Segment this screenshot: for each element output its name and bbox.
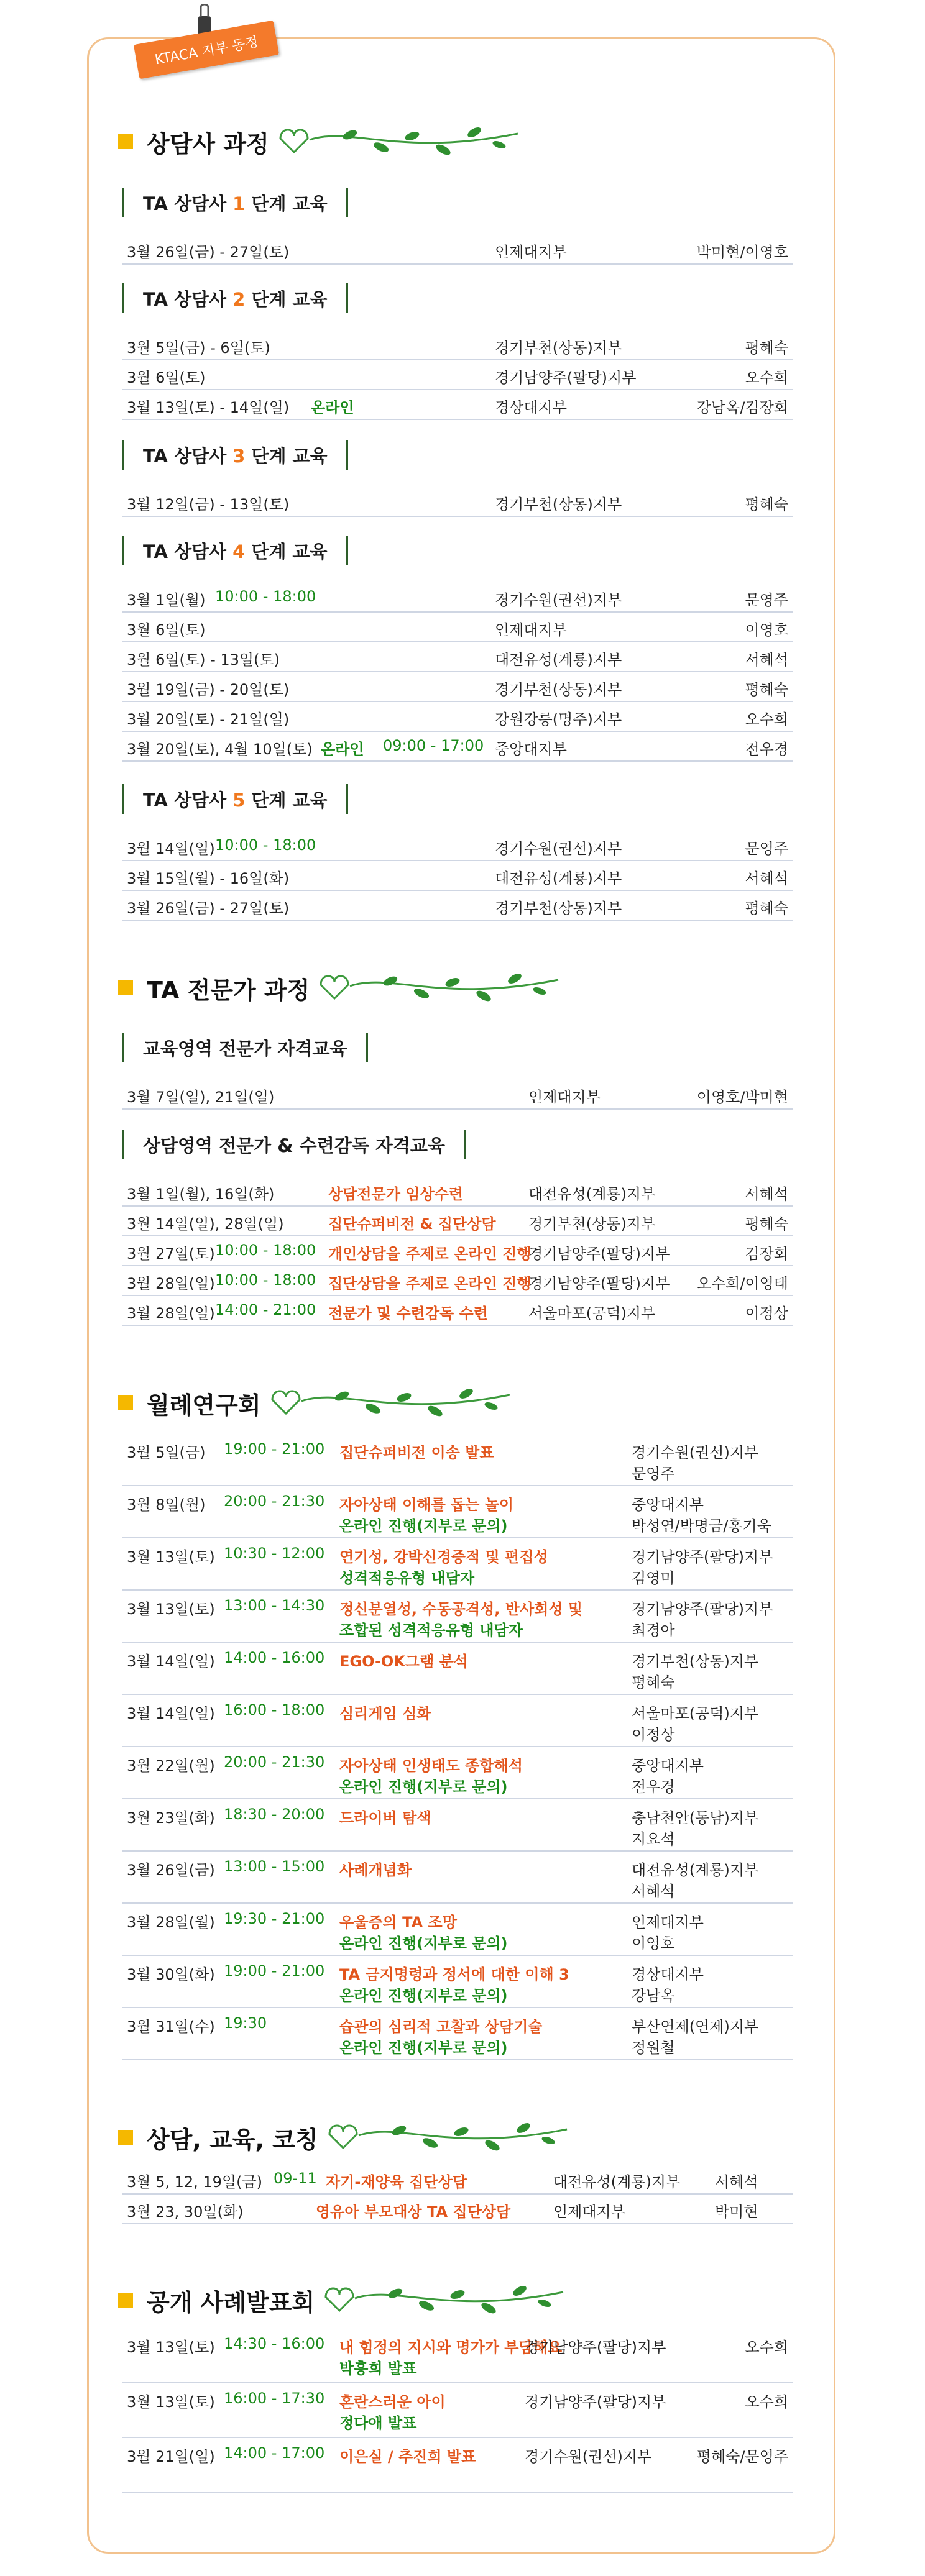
instructor-text: 문영주 [745,840,788,857]
topic-text: 개인상담을 주제로 온라인 진행 [328,1245,532,1263]
time-text: 14:00 - 21:00 [215,1301,316,1318]
branch-text: 대전유성(계룡)지부 [632,1861,759,1879]
branch-text: 중앙대지부 [495,741,567,758]
branch-text: 경기남양주(팔당)지부 [525,2393,666,2411]
time-text: 19:30 [224,2014,267,2032]
date-text: 3월 5일(금) [127,1444,206,1461]
instructor-text: 평혜숙 [745,900,788,917]
time-text: 10:00 - 18:00 [215,1271,316,1289]
instructor-text: 최경아 [632,1622,675,1639]
instructor-text: 평혜숙 [745,496,788,513]
branch-text: 경기부천(상동)지부 [495,900,622,917]
topic-subtext: 박흥희 발표 [339,2360,417,2377]
section-title: 상담, 교육, 코칭 [147,2126,318,2154]
instructor-text: 평혜숙/문영주 [696,2448,788,2465]
level-number: 3 [232,445,246,467]
instructor-text: 평혜숙 [745,1215,788,1233]
date-text: 3월 20일(토), 4월 10일(토) [127,741,313,758]
branch-text: 경기부천(상동)지부 [495,339,622,357]
date-text: 3월 6일(토) [127,369,206,386]
date-text: 3월 13일(토) [127,1548,215,1566]
branch-text: 경기남양주(팔당)지부 [528,1275,670,1292]
subheading-suffix: 단계 교육 [251,288,328,310]
time-text: 14:00 - 16:00 [224,1649,325,1666]
schedule-row [122,2007,793,2060]
schedule-row [122,2437,793,2493]
instructor-text: 서혜석 [715,2173,758,2191]
topic-text: 자아상태 인생태도 종합해석 [339,1757,523,1774]
date-text: 3월 14일(일) [127,1653,215,1670]
topic-text: 이은실 / 추진희 발표 [339,2448,476,2465]
schedule-row [122,1295,793,1326]
schedule-row [122,1485,793,1538]
section-heading-case [118,2281,569,2319]
instructor-text: 평혜숙 [745,681,788,698]
instructor-text: 오수희 [745,711,788,728]
section-heading-counselor [118,123,524,160]
subheading-education-expert [122,1033,368,1062]
instructor-text: 강남옥 [632,1987,675,2004]
branch-text: 경상대지부 [495,399,567,416]
schedule-row [122,582,793,613]
instructor-text: 오수희 [745,2393,788,2411]
subheading-end-bar [346,536,348,565]
instructor-text: 문영주 [632,1465,675,1482]
topic-subtext: 온라인 진행(지부로 문의) [339,1935,508,1952]
branch-text: 경기남양주(팔당)지부 [525,2339,666,2356]
section-title: 공개 사례발표회 [147,2288,315,2316]
topic-text: 정신분열성, 수동공격성, 반사회성 및 [339,1601,583,1618]
section-tag [132,4,281,78]
instructor-text: 서혜석 [745,651,788,669]
date-text: 3월 26일(금) [127,1861,215,1879]
time-text: 16:00 - 18:00 [224,1701,325,1719]
time-text: 13:00 - 15:00 [224,1858,325,1875]
schedule-row [122,1079,793,1110]
schedule-row [122,2193,793,2224]
topic-text: 사례개념화 [339,1861,412,1879]
topic-subtext: 온라인 진행(지부로 문의) [339,1987,508,2004]
branch-text: 경기수원(권선)지부 [495,840,622,857]
section-title: TA 전문가 과정 [147,976,310,1004]
vine-ornament-icon [324,2116,573,2159]
subheading-end-bar [366,1033,368,1062]
date-text: 3월 23일(화) [127,1809,215,1827]
branch-text: 경기남양주(팔당)지부 [632,1548,773,1566]
subheading-text [143,442,327,468]
schedule-row [122,1746,793,1799]
date-text: 3월 12일(금) - 13일(토) [127,496,290,513]
date-text: 3월 19일(금) - 20일(토) [127,681,290,698]
date-text: 3월 28일(일) [127,1275,215,1292]
date-text: 3월 6일(토) - 13일(토) [127,651,280,669]
schedule-row [122,486,793,517]
instructor-text: 지요석 [632,1830,675,1848]
subheading-level-2 [122,283,348,313]
instructor-text: 이영호 [632,1935,675,1952]
topic-text: 자아상태 이해를 돕는 놀이 [339,1496,514,1514]
instructor-text: 김영미 [632,1569,675,1587]
schedule-row [122,731,793,762]
instructor-text: 이영호/박미현 [696,1089,788,1106]
time-text: 20:00 - 21:30 [224,1492,325,1510]
vine-ornament-icon [275,120,524,163]
time-text: 10:30 - 12:00 [224,1545,325,1562]
topic-text: 상담전문가 임상수련 [328,1185,464,1203]
schedule-row [122,701,793,732]
branch-text: 인제대지부 [528,1089,601,1106]
subheading-end-bar [346,440,348,470]
schedule-row [122,1850,793,1904]
branch-text: 경기수원(권선)지부 [632,1444,759,1461]
date-text: 3월 20일(토) - 21일(일) [127,711,290,728]
branch-text: 서울마포(공덕)지부 [632,1705,759,1722]
date-text: 3월 5일(금) - 6일(토) [127,339,270,357]
section-title: 월례연구회 [147,1391,261,1419]
schedule-row [122,1176,793,1207]
schedule-row [122,830,793,861]
instructor-text: 문영주 [745,591,788,609]
date-text: 3월 30일(화) [127,1966,215,1983]
schedule-row [122,359,793,390]
date-text: 3월 7일(일), 21일(일) [127,1089,275,1106]
topic-text: EGO-OK그램 분석 [339,1653,468,1670]
subheading-suffix: 단계 교육 [251,193,328,214]
instructor-text: 전우경 [745,741,788,758]
vine-ornament-icon [316,966,564,1010]
branch-text: 인제대지부 [632,1914,704,1931]
branch-text: 경상대지부 [632,1966,704,1983]
schedule-row [122,671,793,702]
schedule-row [122,1798,793,1852]
schedule-row [122,860,793,891]
instructor-text: 오수희/이영태 [696,1275,788,1292]
branch-text: 경기남양주(팔당)지부 [495,369,637,386]
schedule-row [122,1537,793,1591]
schedule-row [122,1235,793,1266]
schedule-row [122,1433,793,1486]
time-text: 20:00 - 21:30 [224,1753,325,1771]
subheading-text [143,286,327,311]
section-title: 상담사 과정 [147,130,269,158]
schedule-row [122,1589,793,1643]
schedule-row [122,1902,793,1956]
topic-subtext: 성격적응유형 내담자 [339,1569,475,1587]
schedule-row [122,2327,793,2383]
branch-text: 경기부천(상동)지부 [495,496,622,513]
bullet-square-icon [118,980,133,995]
instructor-text: 서혜석 [745,870,788,887]
date-text: 3월 14일(일) [127,1705,215,1722]
tag-label: KTACA 지부 동정 [134,21,279,80]
instructor-text: 서혜석 [632,1883,675,1900]
instructor-text: 이영호 [745,621,788,639]
instructor-text: 박미현 [715,2203,758,2221]
schedule-row [122,234,793,265]
instructor-text: 오수희 [745,2339,788,2356]
topic-text: 습관의 심리적 고찰과 상담기술 [339,2018,543,2035]
date-text: 3월 28일(월) [127,1914,215,1931]
date-text: 3월 14일(일), 28일(일) [127,1215,284,1233]
topic-text: 집단슈퍼비전 & 집단상담 [328,1215,496,1233]
instructor-text: 이정상 [745,1305,788,1322]
date-text: 3월 14일(일) [127,840,215,857]
schedule-row [122,2382,793,2438]
date-text: 3월 6일(토) [127,621,206,639]
date-text: 3월 1일(월), 16일(화) [127,1185,275,1203]
date-text: 3월 13일(토) [127,2339,215,2356]
subheading-end-bar [346,188,348,217]
time-text: 18:30 - 20:00 [224,1806,325,1823]
time-text: 19:30 - 21:00 [224,1910,325,1927]
subheading-prefix: TA 상담사 [143,789,227,811]
time-text: 13:00 - 14:30 [224,1597,325,1614]
subheading-end-bar [464,1130,466,1159]
topic-text: TA 금지명령과 정서에 대한 이해 3 [339,1966,569,1983]
bullet-square-icon [118,2130,133,2145]
instructor-text: 강남옥/김장회 [696,399,788,416]
date-text: 3월 28일(일) [127,1305,215,1322]
topic-text: 집단상담을 주제로 온라인 진행 [328,1275,532,1292]
date-text: 3월 8일(월) [127,1496,206,1514]
branch-text: 경기수원(권선)지부 [525,2448,652,2465]
schedule-row [122,1955,793,2008]
branch-text: 인제대지부 [495,244,567,261]
schedule-row [122,389,793,420]
time-text: 14:30 - 16:00 [224,2335,325,2352]
schedule-row [122,1205,793,1236]
topic-subtext: 정다애 발표 [339,2414,417,2432]
bullet-square-icon [118,1395,133,1410]
level-number: 5 [232,789,246,811]
topic-subtext: 온라인 진행(지부로 문의) [339,1778,508,1796]
date-text: 3월 31일(수) [127,2018,215,2035]
time-text: 19:00 - 21:00 [224,1440,325,1458]
time-text: 14:00 - 17:00 [224,2444,325,2462]
online-badge: 온라인 [311,399,354,416]
level-number: 2 [232,288,246,310]
branch-text: 경기부천(상동)지부 [632,1653,759,1670]
date-text: 3월 15일(월) - 16일(화) [127,870,290,887]
branch-text: 인제대지부 [495,621,567,639]
branch-text: 대전유성(계룡)지부 [495,651,622,669]
instructor-text: 정원철 [632,2039,675,2057]
branch-text: 대전유성(계룡)지부 [495,870,622,887]
instructor-text: 전우경 [632,1778,675,1796]
subheading-end-bar [346,283,348,313]
time-text: 10:00 - 18:00 [215,836,316,854]
time-text: 16:00 - 17:30 [224,2390,325,2407]
branch-text: 경기남양주(팔당)지부 [528,1245,670,1263]
branch-text: 대전유성(계룡)지부 [553,2173,681,2191]
instructor-text: 이정상 [632,1726,675,1743]
subheading-suffix: 단계 교육 [251,789,328,811]
vine-ornament-icon [267,1381,516,1425]
instructor-text: 박미현/이영호 [696,244,788,261]
date-text: 3월 21일(일) [127,2448,215,2465]
instructor-text: 김장회 [745,1245,788,1263]
branch-text: 충남천안(동남)지부 [632,1809,759,1827]
topic-text: 자기-재양육 집단상담 [326,2173,467,2191]
instructor-text: 서혜석 [745,1185,788,1203]
subheading-suffix: 단계 교육 [251,541,328,562]
subheading-text [143,190,327,216]
topic-subtext: 온라인 진행(지부로 문의) [339,1517,508,1535]
level-number: 1 [232,193,246,214]
schedule-row [122,1642,793,1695]
schedule-row [122,1694,793,1747]
subheading-text [143,538,327,564]
topic-text: 드라이버 탐색 [339,1809,431,1827]
topic-subtext: 조합된 성격적응유형 내담자 [339,1622,523,1639]
time-text: 09:00 - 17:00 [383,737,484,754]
subheading-text: 교육영역 전문가 자격교육 [143,1038,347,1059]
section-heading-expert [118,969,564,1007]
subheading-prefix: TA 상담사 [143,288,227,310]
branch-text: 경기수원(권선)지부 [495,591,622,609]
instructor-text: 박성연/박명금/홍기욱 [632,1517,771,1535]
date-text: 3월 13일(토) - 14일(일) [127,399,290,416]
topic-text: 우울증의 TA 조망 [339,1914,457,1931]
subheading-end-bar [346,784,348,814]
topic-text: 연기성, 강박신경증적 및 편집성 [339,1548,548,1566]
topic-subtext: 온라인 진행(지부로 문의) [339,2039,508,2057]
bullet-square-icon [118,134,133,149]
subheading-text [143,787,327,812]
topic-text: 혼란스러운 아이 [339,2393,446,2411]
branch-text: 인제대지부 [553,2203,625,2221]
date-text: 3월 1일(월) [127,591,206,609]
branch-text: 경기부천(상동)지부 [495,681,622,698]
topic-text: 전문가 및 수련감독 수련 [328,1305,488,1322]
subheading-prefix: TA 상담사 [143,193,227,214]
date-text: 3월 5, 12, 19일(금) [127,2173,263,2191]
topic-text: 심리게임 심화 [339,1705,431,1722]
time-text: 10:00 - 18:00 [215,1241,316,1259]
branch-text: 서울마포(공덕)지부 [528,1305,656,1322]
date-text: 3월 13일(토) [127,2393,215,2411]
section-heading-monthly [118,1384,516,1422]
subheading-counseling-expert [122,1130,466,1159]
date-text: 3월 22일(월) [127,1757,215,1774]
subheading-level-1 [122,188,348,217]
topic-text: 내 힘정의 지시와 명가가 부담해요 [339,2339,562,2356]
topic-text: 집단슈퍼비전 이송 발표 [339,1444,494,1461]
subheading-prefix: TA 상담사 [143,541,227,562]
schedule-row [122,890,793,921]
date-text: 3월 23, 30일(화) [127,2203,244,2221]
branch-text: 대전유성(계룡)지부 [528,1185,656,1203]
branch-text: 경기부천(상동)지부 [528,1215,656,1233]
branch-text: 강원강릉(명주)지부 [495,711,622,728]
bullet-square-icon [118,2293,133,2308]
schedule-row [122,1265,793,1296]
branch-text: 중앙대지부 [632,1496,704,1514]
branch-text: 부산연제(연제)지부 [632,2018,759,2035]
date-text: 3월 26일(금) - 27일(토) [127,900,290,917]
subheading-level-4 [122,536,348,565]
subheading-prefix: TA 상담사 [143,445,227,467]
topic-text: 영유아 부모대상 TA 집단상담 [316,2203,511,2221]
branch-text: 중앙대지부 [632,1757,704,1774]
schedule-row [122,641,793,672]
subheading-level-3 [122,440,348,470]
level-number: 4 [232,541,246,562]
online-badge: 온라인 [321,741,364,758]
subheading-suffix: 단계 교육 [251,445,328,467]
instructor-text: 평혜숙 [745,339,788,357]
vine-ornament-icon [321,2278,569,2322]
branch-text: 경기남양주(팔당)지부 [632,1601,773,1618]
subheading-text: 상담영역 전문가 & 수련감독 자격교육 [143,1135,445,1156]
date-text: 3월 27일(토) [127,1245,215,1263]
time-text: 10:00 - 18:00 [215,588,316,605]
time-text: 09-11 [274,2170,317,2187]
schedule-row [122,611,793,642]
time-text: 19:00 - 21:00 [224,1962,325,1980]
date-text: 3월 13일(토) [127,1601,215,1618]
subheading-level-5 [122,784,348,814]
section-heading-coaching [118,2119,573,2156]
instructor-text: 오수희 [745,369,788,386]
schedule-row [122,2163,793,2195]
schedule-row [122,329,793,360]
instructor-text: 평혜숙 [632,1674,675,1691]
date-text: 3월 26일(금) - 27일(토) [127,244,290,261]
